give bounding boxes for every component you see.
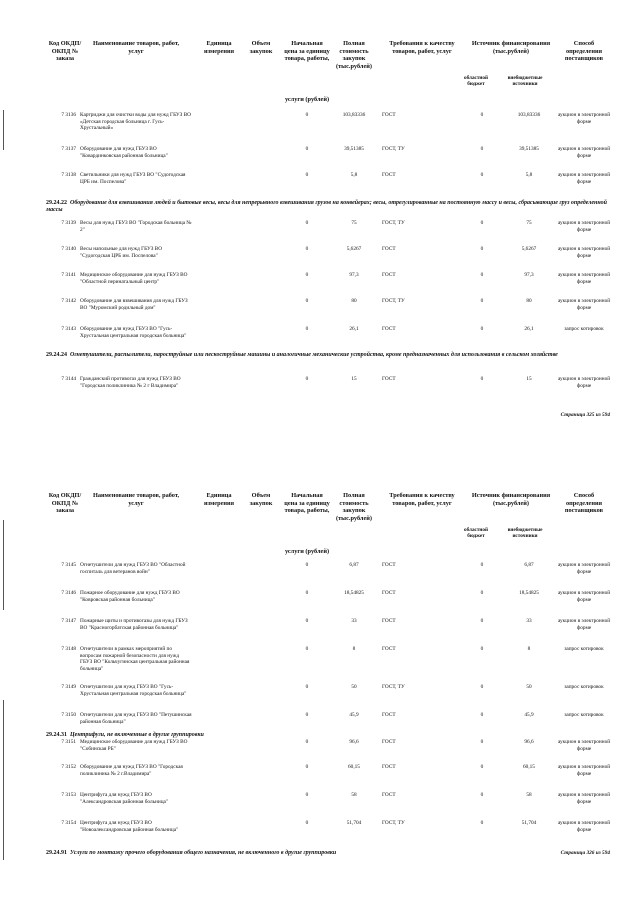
- order-number: 7 3148: [61, 646, 76, 652]
- order-number: 7 3142: [61, 298, 76, 304]
- quality-requirements: ГОСТ, ТУ: [382, 146, 405, 152]
- section-heading: [46, 200, 610, 214]
- procurement-method: аукцион в электронной форме: [557, 246, 611, 259]
- extrabudget-sources: 103,83336: [517, 112, 541, 118]
- procurement-method: аукцион в электронной форме: [557, 376, 611, 389]
- order-number: 7 3138: [61, 172, 76, 178]
- extrabudget-sources: 39,51385: [519, 146, 539, 152]
- item-name: Оборудование для нужд ГБУЗ ВО "Гусь-Хрустальная центральная городская больница": [80, 326, 187, 339]
- extrabudget-sources: 5,8: [525, 172, 533, 178]
- item-name: Светильники для нужд ГБУЗ ВО "Судогодская ЦРБ им. Поспелова": [80, 172, 186, 185]
- section-code: 29.24.31: [46, 732, 67, 738]
- item-name: Центрифуга для нужд ГБУЗ ВО "Новоалександровская районная больница": [80, 820, 179, 833]
- unit-price: 0: [305, 590, 309, 596]
- item-name: Медицинское оборудование для нужд ГБУЗ ВО "Областной перинатальный центр": [80, 272, 188, 285]
- header-volume: Объем закупок: [249, 492, 273, 507]
- regional-budget: 0: [480, 764, 484, 770]
- quality-requirements: ГОСТ, ТУ: [382, 684, 405, 690]
- item-name: Огнетушители в рамках мероприятий по вопросам пожарной безопасности для нужд ГБУЗ ВО "Кольчугинская центральная районная больница": [80, 646, 190, 672]
- section-title: Центрифуги, не включенные в другие группировки: [70, 732, 204, 738]
- item-name: Огнетушители для нужд ГБУЗ ВО "Петушинская районная больница": [80, 712, 192, 725]
- procurement-method: аукцион в электронной форме: [557, 272, 611, 285]
- header-method: Способ определения поставщиков: [564, 40, 604, 63]
- procurement-method: аукцион в электронной форме: [557, 590, 611, 603]
- unit-price: 0: [305, 684, 309, 690]
- unit-price: 0: [305, 646, 309, 652]
- unit-price: 0: [305, 376, 309, 382]
- total-cost: 45,9: [349, 712, 359, 718]
- item-name: Медицинское оборудование для нужд ГБУЗ ВО "Собинская РБ": [80, 739, 188, 752]
- total-cost: 50: [351, 684, 357, 690]
- item-name: Картриджи для очистки воды для нужд ГБУЗ ВО «Детская городская больница г. Гусь-Хрустальный»: [80, 112, 191, 132]
- procurement-method: запрос котировок: [564, 684, 604, 690]
- regional-budget: 0: [480, 298, 484, 304]
- item-name: Весы напольные для нужд ГБУЗ ВО "Судогодская ЦРБ им. Поспелова": [80, 246, 163, 259]
- order-number: 7 3147: [61, 618, 76, 624]
- section-title: Огнетушители, распылители, пароструйные или пескоструйные машины и аналогичные механические устройства, кроме предназначенных для использования в сельском хозяйстве: [70, 352, 558, 358]
- regional-budget: 0: [480, 618, 484, 624]
- item-name: Оборудование для взвешивания для нужд ГБУЗ ВО "Муромский родильный дом": [80, 298, 188, 311]
- regional-budget: 0: [480, 172, 484, 178]
- procurement-method: аукцион в электронной форме: [557, 618, 611, 631]
- order-number: 7 3145: [61, 562, 76, 568]
- header-method: Способ определения поставщиков: [564, 492, 604, 515]
- regional-budget: 0: [480, 326, 484, 332]
- order-number: 7 3139: [61, 220, 76, 226]
- header-source: Источник финансирования (тыс.рублей): [471, 492, 551, 507]
- unit-price: 0: [305, 792, 309, 798]
- header-source-extrabudget: внебюджетные источники: [507, 75, 543, 87]
- procurement-method: аукцион в электронной форме: [557, 820, 611, 833]
- item-name: Пожарное оборудование для нужд ГБУЗ ВО "Ковровская районная больница": [80, 590, 180, 603]
- order-number: 7 3153: [61, 792, 76, 798]
- quality-requirements: ГОСТ: [382, 792, 396, 798]
- unit-price: 0: [305, 739, 309, 745]
- procurement-method: аукцион в электронной форме: [557, 764, 611, 777]
- total-cost: 103,83336: [342, 112, 366, 118]
- order-number: 7 3154: [61, 820, 76, 826]
- regional-budget: 0: [480, 112, 484, 118]
- order-number: 7 3136: [61, 112, 76, 118]
- total-cost: 96,6: [349, 739, 359, 745]
- total-cost: 58: [351, 792, 357, 798]
- section-code: 29.24.24: [46, 352, 67, 358]
- unit-price: 0: [305, 562, 309, 568]
- total-cost: 80: [351, 298, 357, 304]
- section-code: 29.24.22: [46, 200, 67, 206]
- order-number: 7 3150: [61, 712, 76, 718]
- regional-budget: 0: [480, 684, 484, 690]
- quality-requirements: ГОСТ: [382, 326, 396, 332]
- regional-budget: 0: [480, 146, 484, 152]
- quality-requirements: ГОСТ: [382, 562, 396, 568]
- header-source: Источник финансирования (тыс.рублей): [471, 40, 551, 55]
- quality-requirements: ГОСТ: [382, 172, 396, 178]
- quality-requirements: ГОСТ: [382, 590, 396, 596]
- extrabudget-sources: 15: [526, 376, 532, 382]
- quality-requirements: ГОСТ: [382, 376, 396, 382]
- order-number: 7 3140: [61, 246, 76, 252]
- extrabudget-sources: 26,1: [524, 326, 534, 332]
- order-number: 7 3141: [61, 272, 76, 278]
- total-cost: 97,3: [349, 272, 359, 278]
- regional-budget: 0: [480, 376, 484, 382]
- extrabudget-sources: 80: [526, 298, 532, 304]
- extrabudget-sources: 97,3: [524, 272, 534, 278]
- unit-price: 0: [305, 112, 309, 118]
- order-number: 7 3151: [61, 739, 76, 745]
- regional-budget: 0: [480, 220, 484, 226]
- procurement-method: аукцион в электронной форме: [557, 562, 611, 575]
- total-cost: 33: [351, 618, 357, 624]
- regional-budget: 0: [480, 562, 484, 568]
- total-cost: 60,15: [348, 764, 360, 770]
- page-footer: Страница 325 из 594: [560, 412, 610, 418]
- total-cost: 8: [352, 646, 356, 652]
- header-source-regional: областной бюджет: [464, 75, 488, 87]
- order-number: 7 3137: [61, 146, 76, 152]
- unit-price: 0: [305, 146, 309, 152]
- header-requirements: Требования к качеству товаров, работ, услуг: [389, 40, 455, 55]
- procurement-method: аукцион в электронной форме: [557, 739, 611, 752]
- unit-price: 0: [305, 272, 309, 278]
- regional-budget: 0: [480, 739, 484, 745]
- regional-budget: 0: [480, 792, 484, 798]
- extrabudget-sources: 50: [526, 684, 532, 690]
- quality-requirements: ГОСТ: [382, 112, 396, 118]
- extrabudget-sources: 96,6: [524, 739, 534, 745]
- header-source-regional: областной бюджет: [464, 527, 488, 539]
- header-price-sub: услуги (рублей): [284, 548, 330, 555]
- total-cost: 26,1: [349, 326, 359, 332]
- header-cost: Полная стоимость закупок (тыс.рублей): [335, 492, 372, 522]
- item-name: Оборудование для нужд ГБУЗ ВО "Ковардинковская районная больница": [80, 146, 168, 159]
- extrabudget-sources: 58: [526, 792, 532, 798]
- header-source-extrabudget: внебюджетные источники: [507, 527, 543, 539]
- section-heading: [46, 352, 610, 359]
- total-cost: 5,6267: [346, 246, 362, 252]
- header-volume: Объем закупок: [249, 40, 273, 55]
- section-title: Оборудование для взвешивания людей и бытовые весы, весы для непрерывного взвешивания грузов на конвейерах; весы, отрегулированные на постоянную массу и весы, сбрасывающие груз определенной массы: [46, 200, 608, 214]
- procurement-method: запрос котировок: [564, 712, 604, 718]
- regional-budget: 0: [480, 712, 484, 718]
- item-name: Центрифуга для нужд ГБУЗ ВО "Александровская районная больница": [80, 792, 169, 805]
- procurement-method: аукцион в электронной форме: [557, 220, 611, 233]
- unit-price: 0: [305, 764, 309, 770]
- procurement-method: запрос котировок: [564, 326, 604, 332]
- header-price: Начальная цена за единицу товара, работы,: [284, 492, 330, 515]
- header-code: Код ОКДП/ ОКПД № заказа: [48, 40, 82, 63]
- procurement-method: запрос котировок: [564, 646, 604, 652]
- quality-requirements: ГОСТ: [382, 739, 396, 745]
- item-name: Гражданский противогаз для нужд ГБУЗ ВО "Городская поликлиника № 2 г Владимира": [80, 376, 181, 389]
- item-name: Огнетушители для нужд ГБУЗ ВО "Областной госпиталь для ветеранов войн": [80, 562, 186, 575]
- extrabudget-sources: 51,704: [521, 820, 537, 826]
- total-cost: 51,704: [346, 820, 362, 826]
- regional-budget: 0: [480, 272, 484, 278]
- regional-budget: 0: [480, 246, 484, 252]
- extrabudget-sources: 5,6267: [521, 246, 537, 252]
- quality-requirements: ГОСТ, ТУ: [382, 298, 405, 304]
- header-name: Наименование товаров, работ, услуг: [92, 40, 180, 55]
- section-heading: [46, 850, 610, 857]
- page-footer: Страница 326 из 594: [560, 850, 610, 856]
- order-number: 7 3144: [61, 376, 76, 382]
- document-page-325: [0, 0, 640, 450]
- total-cost: 6,87: [349, 562, 359, 568]
- extrabudget-sources: 60,15: [523, 764, 535, 770]
- regional-budget: 0: [480, 646, 484, 652]
- item-name: Оборудование для нужд ГБУЗ ВО "Городская поликлиника № 2 г.Владимира": [80, 764, 183, 777]
- unit-price: 0: [305, 172, 309, 178]
- extrabudget-sources: 45,9: [524, 712, 534, 718]
- document-page-326: [0, 452, 640, 905]
- header-name: Наименование товаров, работ, услуг: [92, 492, 180, 507]
- total-cost: 15: [351, 376, 357, 382]
- order-number: 7 3152: [61, 764, 76, 770]
- procurement-method: аукцион в электронной форме: [557, 172, 611, 185]
- unit-price: 0: [305, 326, 309, 332]
- quality-requirements: ГОСТ, ТУ: [382, 820, 405, 826]
- total-cost: 39,51385: [344, 146, 364, 152]
- quality-requirements: ГОСТ: [382, 246, 396, 252]
- header-cost: Полная стоимость закупок (тыс.рублей): [335, 40, 372, 70]
- section-title: Услуги по монтажу прочего оборудования общего назначения, не включенного в другие группировки: [70, 850, 337, 856]
- total-cost: 75: [351, 220, 357, 226]
- quality-requirements: ГОСТ, ТУ: [382, 220, 405, 226]
- procurement-method: аукцион в электронной форме: [557, 298, 611, 311]
- regional-budget: 0: [480, 820, 484, 826]
- header-price: Начальная цена за единицу товара, работы,: [284, 40, 330, 63]
- quality-requirements: ГОСТ: [382, 764, 396, 770]
- extrabudget-sources: 18,54825: [519, 590, 539, 596]
- header-unit: Единица измерения: [203, 40, 235, 55]
- unit-price: 0: [305, 298, 309, 304]
- extrabudget-sources: 8: [527, 646, 531, 652]
- total-cost: 18,54825: [344, 590, 364, 596]
- procurement-method: аукцион в электронной форме: [557, 146, 611, 159]
- order-number: 7 3149: [61, 684, 76, 690]
- header-price-sub: услуги (рублей): [284, 96, 330, 103]
- order-number: 7 3146: [61, 590, 76, 596]
- header-requirements: Требования к качеству товаров, работ, услуг: [389, 492, 455, 507]
- section-code: 29.24.91: [46, 850, 67, 856]
- procurement-method: аукцион в электронной форме: [557, 112, 611, 125]
- extrabudget-sources: 33: [526, 618, 532, 624]
- quality-requirements: ГОСТ: [382, 272, 396, 278]
- procurement-method: аукцион в электронной форме: [557, 792, 611, 805]
- item-name: Весы для нужд ГБУЗ ВО "Городская больница № 2": [80, 220, 192, 233]
- extrabudget-sources: 75: [526, 220, 532, 226]
- order-number: 7 3143: [61, 326, 76, 332]
- unit-price: 0: [305, 220, 309, 226]
- total-cost: 5,8: [350, 172, 358, 178]
- header-code: Код ОКДП/ ОКПД № заказа: [48, 492, 82, 515]
- unit-price: 0: [305, 246, 309, 252]
- regional-budget: 0: [480, 590, 484, 596]
- quality-requirements: ГОСТ: [382, 646, 396, 652]
- quality-requirements: ГОСТ: [382, 712, 396, 718]
- header-unit: Единица измерения: [203, 492, 235, 507]
- item-name: Огнетушители для нужд ГБУЗ ВО "Гусь-Хрустальная центральная городская больница": [80, 684, 187, 697]
- item-name: Пожарные щиты и противогазы для нужд ГБУЗ ВО "Красногорбатская районная больница": [80, 618, 188, 631]
- unit-price: 0: [305, 618, 309, 624]
- extrabudget-sources: 6,87: [524, 562, 534, 568]
- unit-price: 0: [305, 712, 309, 718]
- quality-requirements: ГОСТ: [382, 618, 396, 624]
- unit-price: 0: [305, 820, 309, 826]
